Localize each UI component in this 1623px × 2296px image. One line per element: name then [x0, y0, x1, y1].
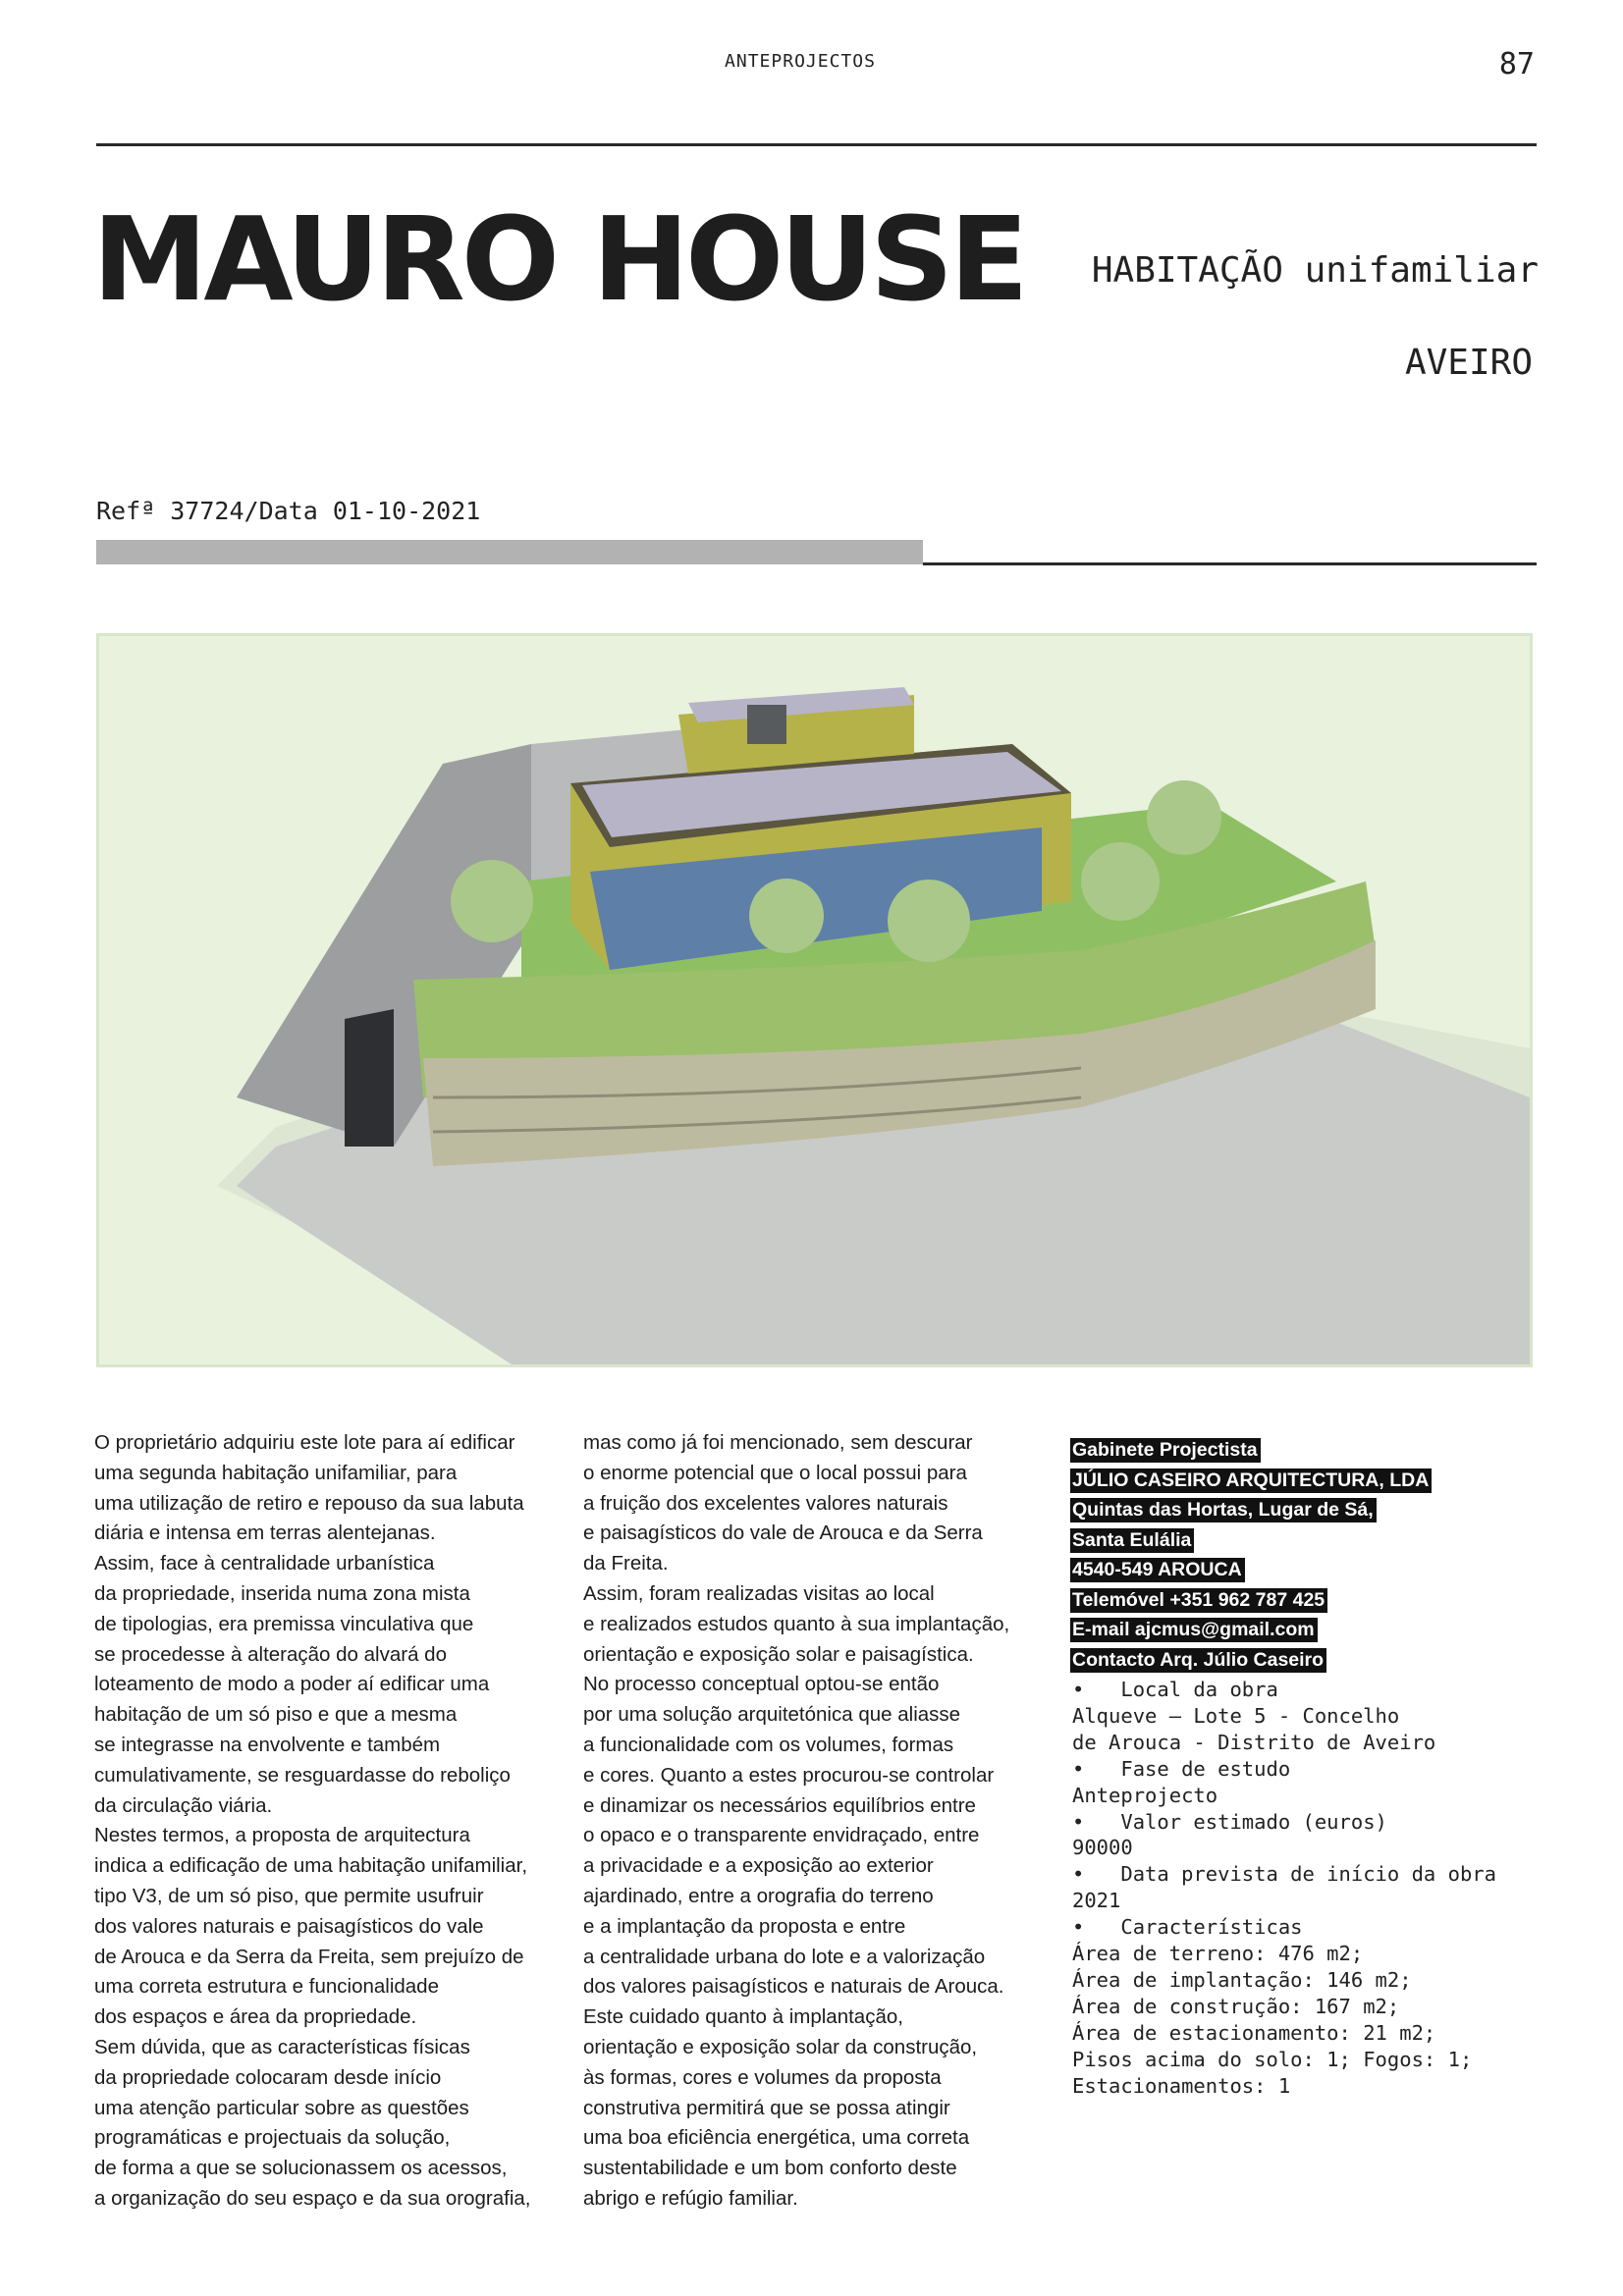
description-column-2: [583, 1428, 1055, 2215]
contact-line: [1070, 1525, 1432, 1556]
contact-block: [1070, 1435, 1432, 1675]
description-line: e dinamizar os necessários equilíbrios entre: [583, 1793, 976, 1817]
contact-line: [1070, 1585, 1432, 1616]
detail-value: Área de terreno: 476 m2;: [1072, 1942, 1364, 1966]
description-line: ajardinado, entre a orografia do terreno: [583, 1884, 934, 1907]
contact-line-text: E-mail ajcmus@gmail.com: [1070, 1618, 1318, 1642]
description-line: a centralidade urbana do lote e a valorização: [583, 1945, 986, 1968]
description-line: Este cuidado quanto à implantação,: [583, 2005, 903, 2029]
contact-line: [1070, 1435, 1432, 1466]
description-line: uma atenção particular sobre as questões: [94, 2096, 469, 2119]
detail-value: Pisos acima do solo: 1; Fogos: 1;: [1072, 2047, 1473, 2071]
description-line: dos valores paisagísticos e naturais de Arouca.: [583, 1975, 1004, 1999]
description-line: mas como já foi mencionado, sem descurar: [583, 1431, 973, 1454]
contact-line: [1070, 1645, 1432, 1676]
description-column-1: [94, 1428, 566, 2215]
contact-line: [1070, 1615, 1432, 1645]
description-line: e a implantação da proposta e entre: [583, 1914, 906, 1938]
description-line: o opaco e o transparente envidraçado, entre: [583, 1824, 980, 1847]
description-line: Nestes termos, a proposta de arquitectura: [94, 1824, 470, 1847]
contact-line: [1070, 1495, 1432, 1525]
description-line: uma utilização de retiro e repouso da sua labuta: [94, 1491, 524, 1515]
description-line: sustentabilidade e um bom conforto deste: [583, 2157, 957, 2180]
description-line: se procedesse à alteração do alvará do: [94, 1642, 447, 1666]
description-line: Sem dúvida, que as características físicas: [94, 2035, 470, 2058]
description-line: de tipologias, era premissa vinculativa que: [94, 1612, 474, 1635]
detail-value: Estacionamentos: 1: [1072, 2073, 1291, 2098]
description-line: dos espaços e área da propriedade.: [94, 2005, 417, 2029]
contact-line-text: 4540-549 AROUCA: [1070, 1558, 1245, 1582]
reference-date: Refª 37724/Data 01-10-2021: [96, 497, 481, 525]
description-line: e realizados estudos quanto à sua implantação,: [583, 1612, 1010, 1635]
contact-line-text: Gabinete Projectista: [1070, 1438, 1261, 1463]
detail-heading: • Características: [1072, 1915, 1303, 1940]
detail-value: Anteprojecto: [1072, 1783, 1218, 1807]
description-line: loteamento de modo a poder aí edificar uma: [94, 1673, 490, 1696]
contact-line: [1070, 1555, 1432, 1585]
contact-line-text: JÚLIO CASEIRO ARQUITECTURA, LDA: [1070, 1468, 1432, 1493]
description-line: O proprietário adquiriu este lote para aí edificar: [94, 1431, 515, 1454]
description-line: da circulação viária.: [94, 1793, 273, 1817]
description-line: a organização do seu espaço e da sua orografia,: [94, 2186, 531, 2210]
description-line: No processo conceptual optou-se então: [583, 1673, 940, 1696]
header-rule: [96, 143, 1537, 146]
description-line: dos valores naturais e paisagísticos do vale: [94, 1914, 484, 1938]
description-line: da propriedade, inserida numa zona mista: [94, 1581, 470, 1605]
project-type: HABITAÇÃO unifamiliar: [1091, 250, 1539, 291]
detail-value: Área de estacionamento: 21 m2;: [1072, 2020, 1436, 2045]
description-line: programáticas e projectuais da solução,: [94, 2126, 451, 2150]
description-line: indica a edificação de uma habitação unifamiliar,: [94, 1854, 528, 1878]
description-line: a privacidade e a exposição ao exterior: [583, 1854, 934, 1878]
contact-line-text: Telemóvel +351 962 787 425: [1070, 1588, 1327, 1613]
detail-value: 2021: [1072, 1889, 1121, 1913]
section-header: ANTEPROJECTOS: [725, 51, 876, 72]
description-line: uma boa eficiência energética, uma correta: [583, 2126, 970, 2150]
description-line: uma correta estrutura e funcionalidade: [94, 1975, 439, 1999]
description-line: da propriedade colocaram desde início: [94, 2065, 442, 2089]
description-line: uma segunda habitação unifamiliar, para: [94, 1461, 458, 1484]
house-rendering-illustration: [99, 636, 1530, 1364]
description-line: habitação de um só piso e que a mesma: [94, 1703, 458, 1727]
description-line: e paisagísticos do vale de Arouca e da Serra: [583, 1522, 983, 1545]
description-line: a funcionalidade com os volumes, formas: [583, 1733, 954, 1756]
description-line: cumulativamente, se resguardasse do reboliço: [94, 1763, 511, 1787]
description-line: às formas, cores e volumes da proposta: [583, 2065, 942, 2089]
detail-value: de Arouca - Distrito de Aveiro: [1072, 1730, 1436, 1754]
detail-value: Área de implantação: 146 m2;: [1072, 1967, 1412, 1992]
description-line: diária e intensa em terras alentejanas.: [94, 1522, 436, 1545]
description-line: a fruição dos excelentes valores naturais: [583, 1491, 948, 1515]
description-line: construtiva permitirá que se possa atingir: [583, 2096, 950, 2119]
contact-line: [1070, 1466, 1432, 1496]
description-line: orientação e exposição solar e paisagística.: [583, 1642, 974, 1666]
project-location: AVEIRO: [1404, 343, 1533, 383]
detail-value: Alqueve – Lote 5 - Concelho: [1072, 1703, 1400, 1728]
description-line: por uma solução arquitetónica que aliasse: [583, 1703, 961, 1727]
contact-line-text: Quintas das Hortas, Lugar de Sá,: [1070, 1498, 1377, 1522]
detail-heading: • Valor estimado (euros): [1072, 1809, 1387, 1834]
detail-heading: • Local da obra: [1072, 1678, 1278, 1701]
project-details: [1072, 1677, 1496, 2100]
house-rendering: [96, 633, 1533, 1367]
description-line: e cores. Quanto a estes procurou-se controlar: [583, 1763, 995, 1787]
contact-line-text: Santa Eulália: [1070, 1528, 1194, 1553]
detail-heading: • Data prevista de início da obra: [1072, 1862, 1496, 1887]
description-line: da Freita.: [583, 1552, 669, 1575]
reference-rule: [923, 562, 1537, 565]
description-line: tipo V3, de um só piso, que permite usufruir: [94, 1884, 484, 1907]
page-number: 87: [1498, 47, 1535, 81]
description-line: abrigo e refúgio familiar.: [583, 2186, 798, 2210]
description-line: orientação e exposição solar da construção,: [583, 2035, 978, 2058]
detail-value: Área de construção: 167 m2;: [1072, 1994, 1400, 2018]
reference-bar: [96, 540, 923, 564]
description-line: o enorme potencial que o local possui para: [583, 1461, 967, 1484]
description-line: de Arouca e da Serra da Freita, sem prejuízo de: [94, 1945, 524, 1968]
description-line: de forma a que se solucionassem os acessos,: [94, 2157, 508, 2180]
description-line: Assim, foram realizadas visitas ao local: [583, 1581, 935, 1605]
description-line: se integrasse na envolvente e também: [94, 1733, 441, 1756]
project-title: MAURO HOUSE: [92, 191, 1025, 327]
contact-line-text: Contacto Arq. Júlio Caseiro: [1070, 1648, 1326, 1673]
detail-value: 90000: [1072, 1836, 1133, 1860]
description-line: Assim, face à centralidade urbanística: [94, 1552, 435, 1575]
detail-heading: • Fase de estudo: [1072, 1756, 1291, 1781]
